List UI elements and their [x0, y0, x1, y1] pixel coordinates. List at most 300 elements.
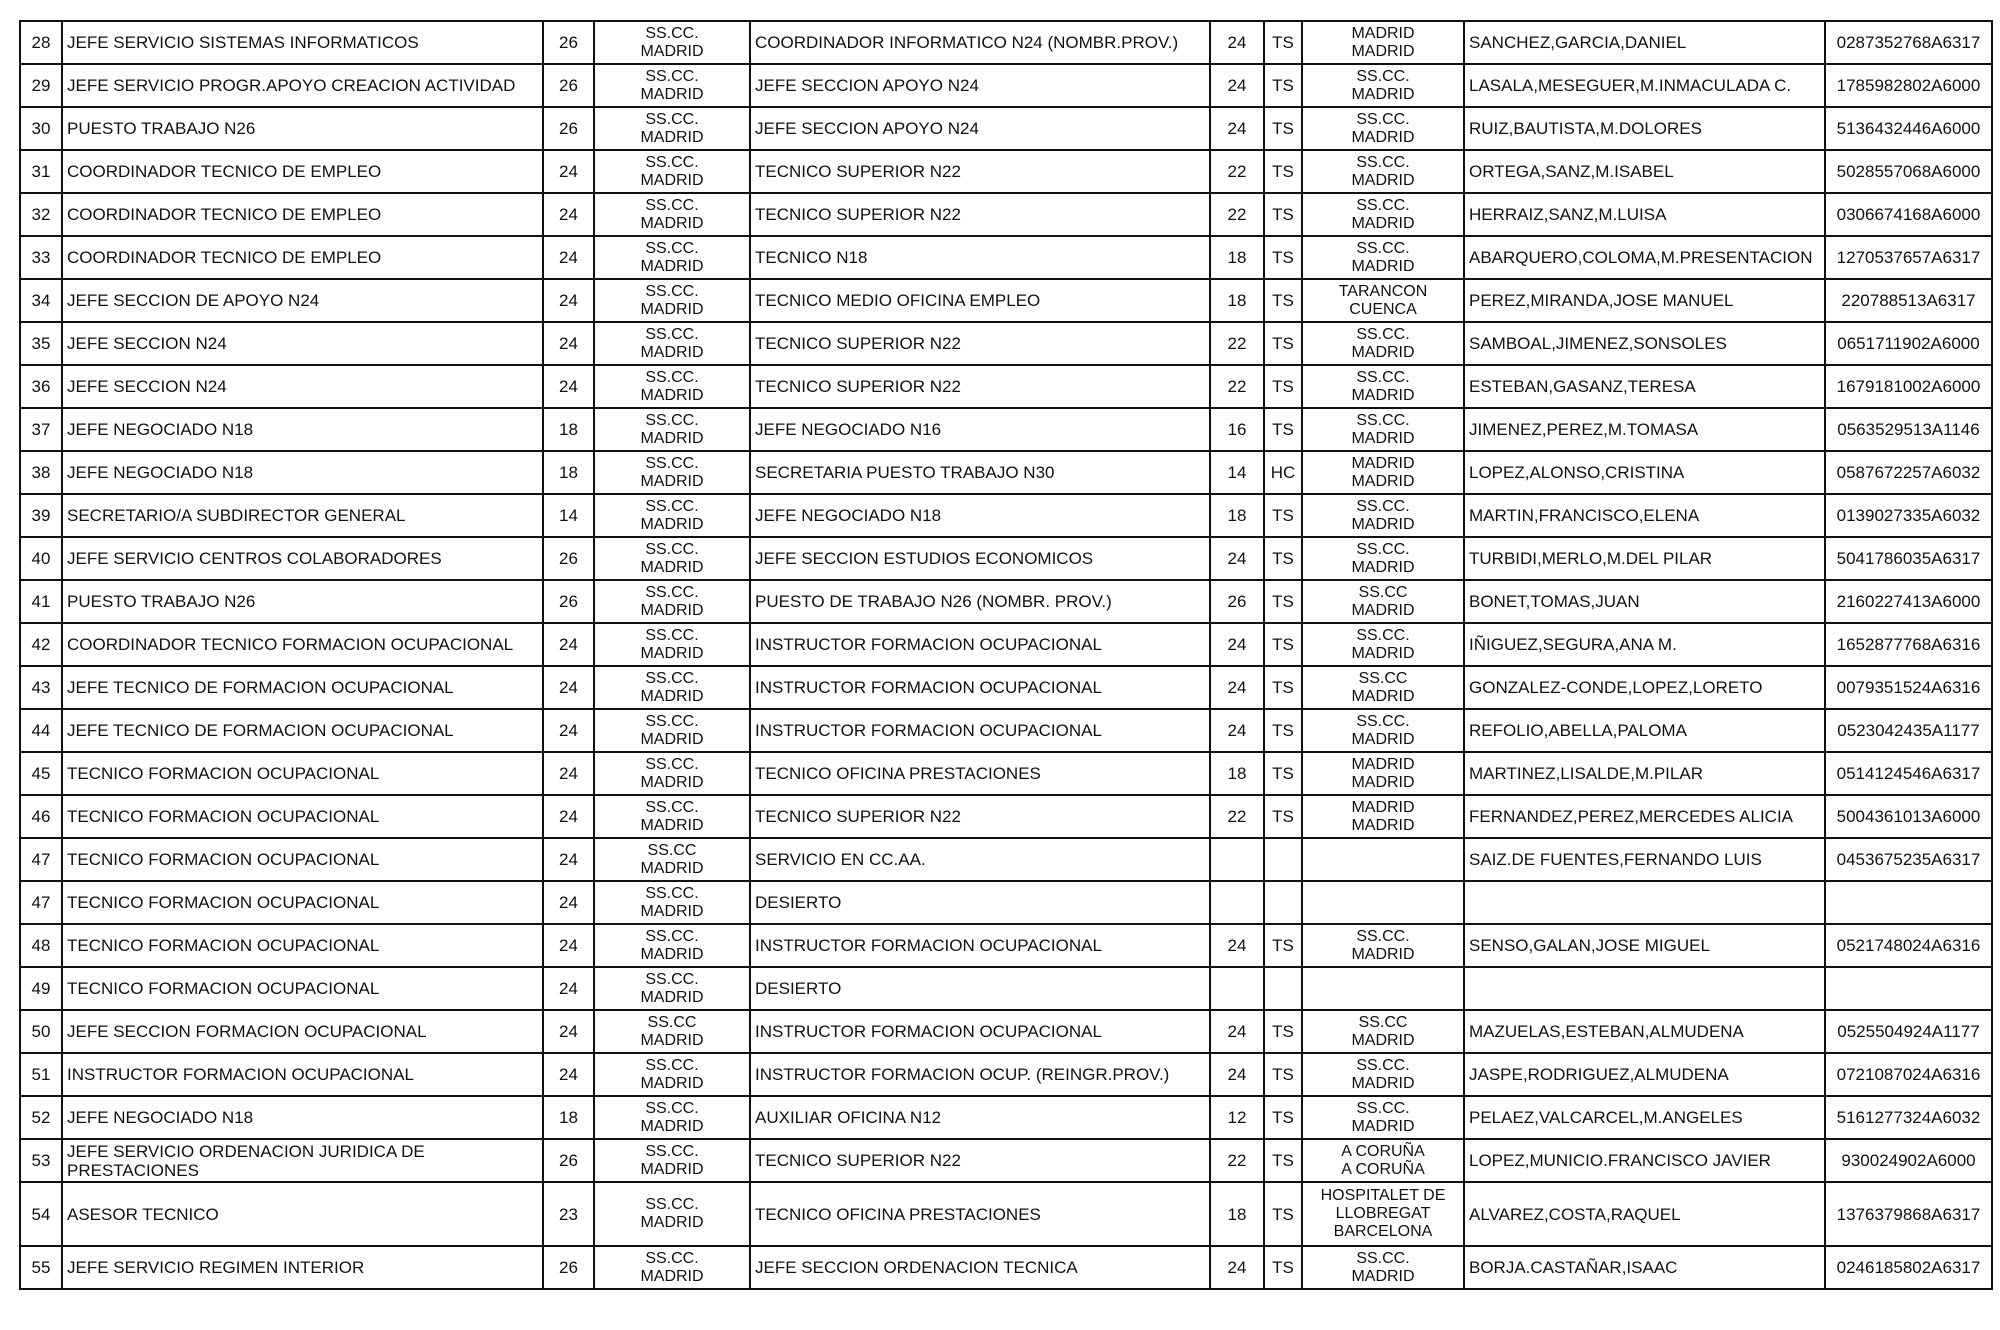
- grade-cell: TS: [1264, 1010, 1302, 1053]
- position-location-cell: SS.CC. MADRID: [594, 580, 750, 623]
- employee-id-cell: 5041786035A6317: [1825, 537, 1992, 580]
- position-location-cell: SS.CC. MADRID: [594, 623, 750, 666]
- position-level-cell: 24: [543, 623, 594, 666]
- position-title-cell: TECNICO FORMACION OCUPACIONAL: [62, 924, 543, 967]
- current-location-cell: [1302, 967, 1464, 1010]
- current-level-cell: 24: [1210, 107, 1264, 150]
- current-post-cell: PUESTO DE TRABAJO N26 (NOMBR. PROV.): [750, 580, 1210, 623]
- position-location-cell: SS.CC. MADRID: [594, 709, 750, 752]
- current-post-cell: TECNICO SUPERIOR N22: [750, 150, 1210, 193]
- row-number-cell: 44: [20, 709, 62, 752]
- table-row: [20, 21, 1992, 64]
- table-row: [20, 150, 1992, 193]
- position-title-cell: TECNICO FORMACION OCUPACIONAL: [62, 967, 543, 1010]
- current-level-cell: 18: [1210, 279, 1264, 322]
- employee-name-cell: BONET,TOMAS,JUAN: [1464, 580, 1825, 623]
- position-level-cell: 26: [543, 1139, 594, 1182]
- employee-id-cell: 1270537657A6317: [1825, 236, 1992, 279]
- table-row: [20, 580, 1992, 623]
- position-title-cell: JEFE SERVICIO REGIMEN INTERIOR: [62, 1246, 543, 1289]
- employee-id-cell: 1652877768A6316: [1825, 623, 1992, 666]
- current-location-cell: HOSPITALET DE LLOBREGAT BARCELONA: [1302, 1182, 1464, 1246]
- position-level-cell: 24: [543, 795, 594, 838]
- position-title-cell: JEFE NEGOCIADO N18: [62, 408, 543, 451]
- employee-id-cell: 0139027335A6032: [1825, 494, 1992, 537]
- grade-cell: TS: [1264, 21, 1302, 64]
- current-location-cell: SS.CC. MADRID: [1302, 1096, 1464, 1139]
- current-level-cell: 16: [1210, 408, 1264, 451]
- current-post-cell: JEFE SECCION APOYO N24: [750, 64, 1210, 107]
- position-title-cell: JEFE TECNICO DE FORMACION OCUPACIONAL: [62, 709, 543, 752]
- employee-id-cell: 0287352768A6317: [1825, 21, 1992, 64]
- row-number-cell: 31: [20, 150, 62, 193]
- employee-name-cell: PEREZ,MIRANDA,JOSE MANUEL: [1464, 279, 1825, 322]
- employee-name-cell: PELAEZ,VALCARCEL,M.ANGELES: [1464, 1096, 1825, 1139]
- grade-cell: TS: [1264, 537, 1302, 580]
- grade-cell: TS: [1264, 709, 1302, 752]
- row-number-cell: 33: [20, 236, 62, 279]
- position-location-cell: SS.CC. MADRID: [594, 881, 750, 924]
- current-level-cell: 12: [1210, 1096, 1264, 1139]
- current-post-cell: SECRETARIA PUESTO TRABAJO N30: [750, 451, 1210, 494]
- current-location-cell: SS.CC. MADRID: [1302, 537, 1464, 580]
- employee-name-cell: FERNANDEZ,PEREZ,MERCEDES ALICIA: [1464, 795, 1825, 838]
- position-location-cell: SS.CC. MADRID: [594, 322, 750, 365]
- employee-name-cell: SANCHEZ,GARCIA,DANIEL: [1464, 21, 1825, 64]
- employee-id-cell: 5004361013A6000: [1825, 795, 1992, 838]
- position-level-cell: 14: [543, 494, 594, 537]
- position-level-cell: 26: [543, 1246, 594, 1289]
- grade-cell: TS: [1264, 279, 1302, 322]
- position-level-cell: 24: [543, 709, 594, 752]
- positions-table: [19, 20, 1993, 1290]
- employee-name-cell: REFOLIO,ABELLA,PALOMA: [1464, 709, 1825, 752]
- position-title-cell: TECNICO FORMACION OCUPACIONAL: [62, 881, 543, 924]
- current-level-cell: [1210, 881, 1264, 924]
- current-location-cell: A CORUÑA A CORUÑA: [1302, 1139, 1464, 1182]
- current-post-cell: DESIERTO: [750, 881, 1210, 924]
- current-post-cell: JEFE NEGOCIADO N16: [750, 408, 1210, 451]
- employee-id-cell: 0306674168A6000: [1825, 193, 1992, 236]
- position-level-cell: 26: [543, 21, 594, 64]
- row-number-cell: 41: [20, 580, 62, 623]
- row-number-cell: 38: [20, 451, 62, 494]
- position-level-cell: 23: [543, 1182, 594, 1246]
- row-number-cell: 34: [20, 279, 62, 322]
- employee-id-cell: 0525504924A1177: [1825, 1010, 1992, 1053]
- employee-name-cell: BORJA.CASTAÑAR,ISAAC: [1464, 1246, 1825, 1289]
- employee-name-cell: ALVAREZ,COSTA,RAQUEL: [1464, 1182, 1825, 1246]
- position-level-cell: 18: [543, 451, 594, 494]
- position-location-cell: SS.CC. MADRID: [594, 666, 750, 709]
- position-location-cell: SS.CC MADRID: [594, 838, 750, 881]
- employee-name-cell: MARTIN,FRANCISCO,ELENA: [1464, 494, 1825, 537]
- current-location-cell: SS.CC. MADRID: [1302, 924, 1464, 967]
- table-row: [20, 838, 1992, 881]
- current-level-cell: 24: [1210, 1246, 1264, 1289]
- current-location-cell: TARANCON CUENCA: [1302, 279, 1464, 322]
- row-number-cell: 55: [20, 1246, 62, 1289]
- current-location-cell: [1302, 838, 1464, 881]
- position-title-cell: SECRETARIO/A SUBDIRECTOR GENERAL: [62, 494, 543, 537]
- row-number-cell: 52: [20, 1096, 62, 1139]
- current-post-cell: JEFE SECCION ORDENACION TECNICA: [750, 1246, 1210, 1289]
- position-title-cell: JEFE NEGOCIADO N18: [62, 451, 543, 494]
- position-title-cell: COORDINADOR TECNICO DE EMPLEO: [62, 236, 543, 279]
- employee-id-cell: 2160227413A6000: [1825, 580, 1992, 623]
- grade-cell: HC: [1264, 451, 1302, 494]
- table-row: [20, 494, 1992, 537]
- current-level-cell: 22: [1210, 150, 1264, 193]
- position-location-cell: SS.CC. MADRID: [594, 21, 750, 64]
- position-location-cell: SS.CC. MADRID: [594, 408, 750, 451]
- current-location-cell: SS.CC. MADRID: [1302, 408, 1464, 451]
- employee-name-cell: SENSO,GALAN,JOSE MIGUEL: [1464, 924, 1825, 967]
- position-title-cell: JEFE SECCION N24: [62, 322, 543, 365]
- position-title-cell: JEFE SECCION DE APOYO N24: [62, 279, 543, 322]
- current-post-cell: INSTRUCTOR FORMACION OCUPACIONAL: [750, 666, 1210, 709]
- current-location-cell: MADRID MADRID: [1302, 795, 1464, 838]
- employee-name-cell: ESTEBAN,GASANZ,TERESA: [1464, 365, 1825, 408]
- grade-cell: [1264, 881, 1302, 924]
- position-title-cell: JEFE SERVICIO CENTROS COLABORADORES: [62, 537, 543, 580]
- position-level-cell: 24: [543, 279, 594, 322]
- position-location-cell: SS.CC. MADRID: [594, 1182, 750, 1246]
- current-location-cell: MADRID MADRID: [1302, 21, 1464, 64]
- table-row: [20, 1053, 1992, 1096]
- employee-name-cell: RUIZ,BAUTISTA,M.DOLORES: [1464, 107, 1825, 150]
- employee-id-cell: 0721087024A6316: [1825, 1053, 1992, 1096]
- employee-id-cell: 0453675235A6317: [1825, 838, 1992, 881]
- table-row: [20, 666, 1992, 709]
- current-location-cell: SS.CC. MADRID: [1302, 150, 1464, 193]
- employee-name-cell: LASALA,MESEGUER,M.INMACULADA C.: [1464, 64, 1825, 107]
- employee-name-cell: ABARQUERO,COLOMA,M.PRESENTACION: [1464, 236, 1825, 279]
- table-row: [20, 322, 1992, 365]
- current-location-cell: SS.CC. MADRID: [1302, 494, 1464, 537]
- table-row: [20, 1182, 1992, 1246]
- position-level-cell: 26: [543, 537, 594, 580]
- table-row: [20, 709, 1992, 752]
- current-location-cell: MADRID MADRID: [1302, 451, 1464, 494]
- current-level-cell: 24: [1210, 666, 1264, 709]
- position-title-cell: JEFE SERVICIO PROGR.APOYO CREACION ACTIVIDAD: [62, 64, 543, 107]
- employee-id-cell: 1785982802A6000: [1825, 64, 1992, 107]
- grade-cell: TS: [1264, 666, 1302, 709]
- current-level-cell: [1210, 838, 1264, 881]
- employee-name-cell: ORTEGA,SANZ,M.ISABEL: [1464, 150, 1825, 193]
- current-location-cell: SS.CC MADRID: [1302, 580, 1464, 623]
- row-number-cell: 45: [20, 752, 62, 795]
- current-location-cell: SS.CC. MADRID: [1302, 64, 1464, 107]
- row-number-cell: 39: [20, 494, 62, 537]
- employee-id-cell: 5028557068A6000: [1825, 150, 1992, 193]
- employee-id-cell: 1679181002A6000: [1825, 365, 1992, 408]
- position-location-cell: SS.CC. MADRID: [594, 451, 750, 494]
- grade-cell: TS: [1264, 236, 1302, 279]
- employee-name-cell: LOPEZ,ALONSO,CRISTINA: [1464, 451, 1825, 494]
- position-location-cell: SS.CC. MADRID: [594, 236, 750, 279]
- position-title-cell: PUESTO TRABAJO N26: [62, 107, 543, 150]
- current-post-cell: TECNICO OFICINA PRESTACIONES: [750, 752, 1210, 795]
- row-number-cell: 40: [20, 537, 62, 580]
- table-row: [20, 107, 1992, 150]
- position-location-cell: SS.CC MADRID: [594, 1010, 750, 1053]
- current-location-cell: MADRID MADRID: [1302, 752, 1464, 795]
- position-title-cell: COORDINADOR TECNICO FORMACION OCUPACIONAL: [62, 623, 543, 666]
- current-level-cell: 18: [1210, 1182, 1264, 1246]
- position-location-cell: SS.CC. MADRID: [594, 795, 750, 838]
- grade-cell: TS: [1264, 1139, 1302, 1182]
- current-location-cell: [1302, 881, 1464, 924]
- current-level-cell: 24: [1210, 537, 1264, 580]
- position-title-cell: TECNICO FORMACION OCUPACIONAL: [62, 795, 543, 838]
- current-post-cell: SERVICIO EN CC.AA.: [750, 838, 1210, 881]
- current-post-cell: INSTRUCTOR FORMACION OCUP. (REINGR.PROV.): [750, 1053, 1210, 1096]
- table-row: [20, 967, 1992, 1010]
- row-number-cell: 47: [20, 838, 62, 881]
- grade-cell: TS: [1264, 795, 1302, 838]
- current-location-cell: SS.CC. MADRID: [1302, 365, 1464, 408]
- table-row: [20, 279, 1992, 322]
- position-location-cell: SS.CC. MADRID: [594, 365, 750, 408]
- table-row: [20, 1010, 1992, 1053]
- position-title-cell: JEFE SERVICIO SISTEMAS INFORMATICOS: [62, 21, 543, 64]
- current-location-cell: SS.CC. MADRID: [1302, 322, 1464, 365]
- grade-cell: TS: [1264, 365, 1302, 408]
- position-location-cell: SS.CC. MADRID: [594, 107, 750, 150]
- table-row: [20, 408, 1992, 451]
- position-location-cell: SS.CC. MADRID: [594, 1096, 750, 1139]
- current-level-cell: 24: [1210, 1053, 1264, 1096]
- employee-name-cell: SAMBOAL,JIMENEZ,SONSOLES: [1464, 322, 1825, 365]
- position-title-cell: PUESTO TRABAJO N26: [62, 580, 543, 623]
- employee-name-cell: LOPEZ,MUNICIO.FRANCISCO JAVIER: [1464, 1139, 1825, 1182]
- table-row: [20, 881, 1992, 924]
- position-level-cell: 24: [543, 322, 594, 365]
- table-row: [20, 365, 1992, 408]
- position-location-cell: SS.CC. MADRID: [594, 494, 750, 537]
- current-level-cell: [1210, 967, 1264, 1010]
- grade-cell: TS: [1264, 322, 1302, 365]
- position-level-cell: 24: [543, 967, 594, 1010]
- position-level-cell: 24: [543, 881, 594, 924]
- position-level-cell: 26: [543, 580, 594, 623]
- table-row: [20, 1139, 1992, 1182]
- current-post-cell: TECNICO SUPERIOR N22: [750, 1139, 1210, 1182]
- position-title-cell: JEFE SECCION FORMACION OCUPACIONAL: [62, 1010, 543, 1053]
- employee-name-cell: SAIZ.DE FUENTES,FERNANDO LUIS: [1464, 838, 1825, 881]
- position-level-cell: 24: [543, 838, 594, 881]
- current-post-cell: AUXILIAR OFICINA N12: [750, 1096, 1210, 1139]
- grade-cell: TS: [1264, 1246, 1302, 1289]
- employee-id-cell: 5161277324A6032: [1825, 1096, 1992, 1139]
- row-number-cell: 36: [20, 365, 62, 408]
- grade-cell: TS: [1264, 1053, 1302, 1096]
- row-number-cell: 35: [20, 322, 62, 365]
- position-level-cell: 24: [543, 1010, 594, 1053]
- table-row: [20, 924, 1992, 967]
- employee-id-cell: 0246185802A6317: [1825, 1246, 1992, 1289]
- employee-id-cell: 0651711902A6000: [1825, 322, 1992, 365]
- position-level-cell: 24: [543, 236, 594, 279]
- employee-name-cell: JASPE,RODRIGUEZ,ALMUDENA: [1464, 1053, 1825, 1096]
- grade-cell: TS: [1264, 924, 1302, 967]
- employee-id-cell: 0514124546A6317: [1825, 752, 1992, 795]
- employee-name-cell: MARTINEZ,LISALDE,M.PILAR: [1464, 752, 1825, 795]
- position-title-cell: JEFE SERVICIO ORDENACION JURIDICA DE PRESTACIONES: [62, 1139, 543, 1182]
- grade-cell: TS: [1264, 193, 1302, 236]
- employee-id-cell: 0521748024A6316: [1825, 924, 1992, 967]
- row-number-cell: 37: [20, 408, 62, 451]
- position-level-cell: 24: [543, 666, 594, 709]
- employee-name-cell: JIMENEZ,PEREZ,M.TOMASA: [1464, 408, 1825, 451]
- position-title-cell: TECNICO FORMACION OCUPACIONAL: [62, 752, 543, 795]
- grade-cell: TS: [1264, 150, 1302, 193]
- current-level-cell: 14: [1210, 451, 1264, 494]
- table-row: [20, 537, 1992, 580]
- position-location-cell: SS.CC. MADRID: [594, 752, 750, 795]
- grade-cell: TS: [1264, 1096, 1302, 1139]
- table-row: [20, 752, 1992, 795]
- row-number-cell: 43: [20, 666, 62, 709]
- current-post-cell: INSTRUCTOR FORMACION OCUPACIONAL: [750, 1010, 1210, 1053]
- table-row: [20, 236, 1992, 279]
- position-level-cell: 24: [543, 193, 594, 236]
- row-number-cell: 42: [20, 623, 62, 666]
- employee-name-cell: GONZALEZ-CONDE,LOPEZ,LORETO: [1464, 666, 1825, 709]
- employee-id-cell: 5136432446A6000: [1825, 107, 1992, 150]
- current-level-cell: 22: [1210, 795, 1264, 838]
- row-number-cell: 30: [20, 107, 62, 150]
- current-location-cell: SS.CC. MADRID: [1302, 1246, 1464, 1289]
- grade-cell: TS: [1264, 623, 1302, 666]
- table-row: [20, 193, 1992, 236]
- row-number-cell: 28: [20, 21, 62, 64]
- grade-cell: TS: [1264, 107, 1302, 150]
- current-post-cell: INSTRUCTOR FORMACION OCUPACIONAL: [750, 623, 1210, 666]
- row-number-cell: 49: [20, 967, 62, 1010]
- employee-id-cell: [1825, 881, 1992, 924]
- current-post-cell: JEFE SECCION APOYO N24: [750, 107, 1210, 150]
- current-post-cell: TECNICO SUPERIOR N22: [750, 795, 1210, 838]
- position-title-cell: JEFE TECNICO DE FORMACION OCUPACIONAL: [62, 666, 543, 709]
- grade-cell: TS: [1264, 64, 1302, 107]
- row-number-cell: 50: [20, 1010, 62, 1053]
- table-row: [20, 1096, 1992, 1139]
- current-level-cell: 22: [1210, 1139, 1264, 1182]
- position-level-cell: 26: [543, 107, 594, 150]
- row-number-cell: 54: [20, 1182, 62, 1246]
- grade-cell: [1264, 838, 1302, 881]
- table-row: [20, 451, 1992, 494]
- position-title-cell: ASESOR TECNICO: [62, 1182, 543, 1246]
- row-number-cell: 32: [20, 193, 62, 236]
- grade-cell: TS: [1264, 752, 1302, 795]
- position-level-cell: 18: [543, 408, 594, 451]
- current-level-cell: 24: [1210, 623, 1264, 666]
- position-title-cell: INSTRUCTOR FORMACION OCUPACIONAL: [62, 1053, 543, 1096]
- table-row: [20, 64, 1992, 107]
- current-level-cell: 26: [1210, 580, 1264, 623]
- current-location-cell: SS.CC. MADRID: [1302, 193, 1464, 236]
- current-post-cell: COORDINADOR INFORMATICO N24 (NOMBR.PROV.): [750, 21, 1210, 64]
- current-post-cell: TECNICO OFICINA PRESTACIONES: [750, 1182, 1210, 1246]
- employee-id-cell: 0563529513A1146: [1825, 408, 1992, 451]
- current-level-cell: 24: [1210, 709, 1264, 752]
- position-title-cell: JEFE NEGOCIADO N18: [62, 1096, 543, 1139]
- employee-id-cell: 0523042435A1177: [1825, 709, 1992, 752]
- row-number-cell: 46: [20, 795, 62, 838]
- position-level-cell: 24: [543, 150, 594, 193]
- current-location-cell: SS.CC. MADRID: [1302, 236, 1464, 279]
- current-level-cell: 18: [1210, 752, 1264, 795]
- current-level-cell: 24: [1210, 924, 1264, 967]
- employee-name-cell: TURBIDI,MERLO,M.DEL PILAR: [1464, 537, 1825, 580]
- table-body: [20, 21, 1992, 1289]
- table-row: [20, 795, 1992, 838]
- position-location-cell: SS.CC. MADRID: [594, 1053, 750, 1096]
- employee-id-cell: 930024902A6000: [1825, 1139, 1992, 1182]
- position-location-cell: SS.CC. MADRID: [594, 967, 750, 1010]
- employee-name-cell: [1464, 881, 1825, 924]
- position-location-cell: SS.CC. MADRID: [594, 537, 750, 580]
- current-post-cell: TECNICO MEDIO OFICINA EMPLEO: [750, 279, 1210, 322]
- current-level-cell: 22: [1210, 365, 1264, 408]
- position-location-cell: SS.CC. MADRID: [594, 64, 750, 107]
- position-level-cell: 24: [543, 365, 594, 408]
- current-level-cell: 24: [1210, 1010, 1264, 1053]
- grade-cell: TS: [1264, 1182, 1302, 1246]
- position-title-cell: COORDINADOR TECNICO DE EMPLEO: [62, 150, 543, 193]
- position-level-cell: 24: [543, 752, 594, 795]
- current-level-cell: 22: [1210, 322, 1264, 365]
- current-level-cell: 18: [1210, 236, 1264, 279]
- current-post-cell: INSTRUCTOR FORMACION OCUPACIONAL: [750, 924, 1210, 967]
- current-level-cell: 24: [1210, 64, 1264, 107]
- grade-cell: TS: [1264, 580, 1302, 623]
- position-level-cell: 24: [543, 924, 594, 967]
- row-number-cell: 29: [20, 64, 62, 107]
- position-location-cell: SS.CC. MADRID: [594, 279, 750, 322]
- current-post-cell: INSTRUCTOR FORMACION OCUPACIONAL: [750, 709, 1210, 752]
- position-level-cell: 18: [543, 1096, 594, 1139]
- row-number-cell: 53: [20, 1139, 62, 1182]
- position-level-cell: 24: [543, 1053, 594, 1096]
- position-location-cell: SS.CC. MADRID: [594, 924, 750, 967]
- table-row: [20, 1246, 1992, 1289]
- current-location-cell: SS.CC MADRID: [1302, 1010, 1464, 1053]
- employee-name-cell: HERRAIZ,SANZ,M.LUISA: [1464, 193, 1825, 236]
- row-number-cell: 48: [20, 924, 62, 967]
- row-number-cell: 51: [20, 1053, 62, 1096]
- employee-name-cell: [1464, 967, 1825, 1010]
- position-location-cell: SS.CC. MADRID: [594, 150, 750, 193]
- employee-name-cell: MAZUELAS,ESTEBAN,ALMUDENA: [1464, 1010, 1825, 1053]
- position-location-cell: SS.CC. MADRID: [594, 1246, 750, 1289]
- employee-id-cell: 0079351524A6316: [1825, 666, 1992, 709]
- employee-id-cell: [1825, 967, 1992, 1010]
- current-location-cell: SS.CC MADRID: [1302, 666, 1464, 709]
- current-level-cell: 24: [1210, 21, 1264, 64]
- position-title-cell: JEFE SECCION N24: [62, 365, 543, 408]
- current-location-cell: SS.CC. MADRID: [1302, 709, 1464, 752]
- current-post-cell: TECNICO N18: [750, 236, 1210, 279]
- current-post-cell: TECNICO SUPERIOR N22: [750, 193, 1210, 236]
- employee-id-cell: 220788513A6317: [1825, 279, 1992, 322]
- employee-name-cell: IÑIGUEZ,SEGURA,ANA M.: [1464, 623, 1825, 666]
- table-row: [20, 623, 1992, 666]
